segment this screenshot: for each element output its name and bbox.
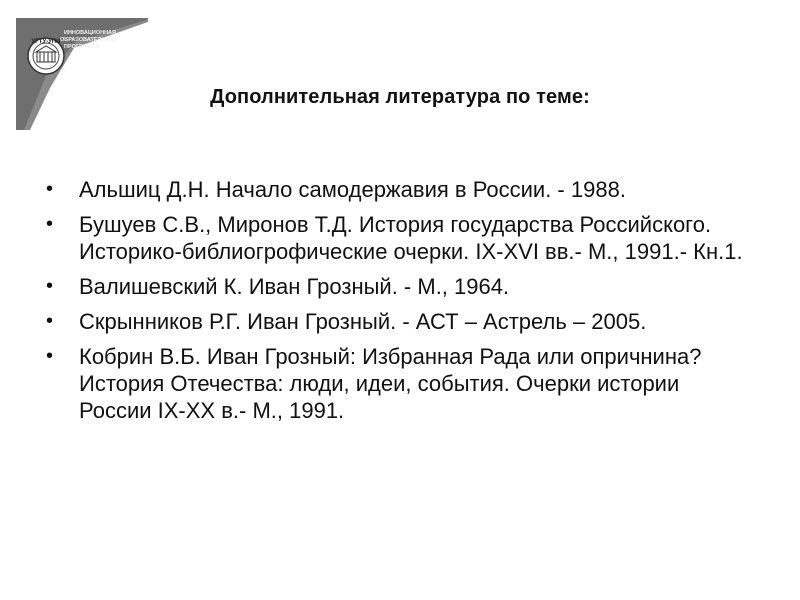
reference-text: Альшиц Д.Н. Начало самодержавия в России. - 1988. xyxy=(79,177,626,202)
reference-text: Скрынников Р.Г. Иван Грозный. - АСТ – Астрель – 2005. xyxy=(79,309,647,334)
list-item xyxy=(46,211,746,265)
university-logo xyxy=(16,18,148,130)
bullet: • xyxy=(46,310,54,332)
reference-list xyxy=(46,176,746,432)
list-item xyxy=(46,273,746,300)
bullet: • xyxy=(46,213,54,235)
bullet: • xyxy=(46,275,54,297)
reference-text: Валишевский К. Иван Грозный. - М., 1964. xyxy=(79,274,510,299)
reference-text: Кобрин В.Б. Иван Грозный: Избранная Рада или опричнина? История Отечества: люди, идеи, события. Очерки истории России IX-XX в.- М., 1991. xyxy=(79,344,702,423)
logo-emblem-icon xyxy=(16,18,148,130)
list-item xyxy=(46,176,746,203)
logo-emblem-text: УГТУ-УПИ xyxy=(31,39,61,45)
bullet: • xyxy=(46,345,54,367)
slide-title: Дополнительная литература по теме: xyxy=(210,86,590,108)
logo-text-line1: ИННОВАЦИОННАЯ xyxy=(64,30,116,36)
list-item xyxy=(46,308,746,335)
logo-text-line2: ОБРАЗОВАТЕЛЬНАЯ xyxy=(60,37,118,43)
bullet: • xyxy=(46,178,54,200)
reference-text: Бушуев С.В., Миронов Т.Д. История государства Российского. Историко-библиогрофические очерки. IX-XVI вв.- М., 1991.- Кн.1. xyxy=(79,212,743,264)
list-item xyxy=(46,343,746,424)
logo-text-line3: ПРОГРАММА xyxy=(64,44,100,50)
